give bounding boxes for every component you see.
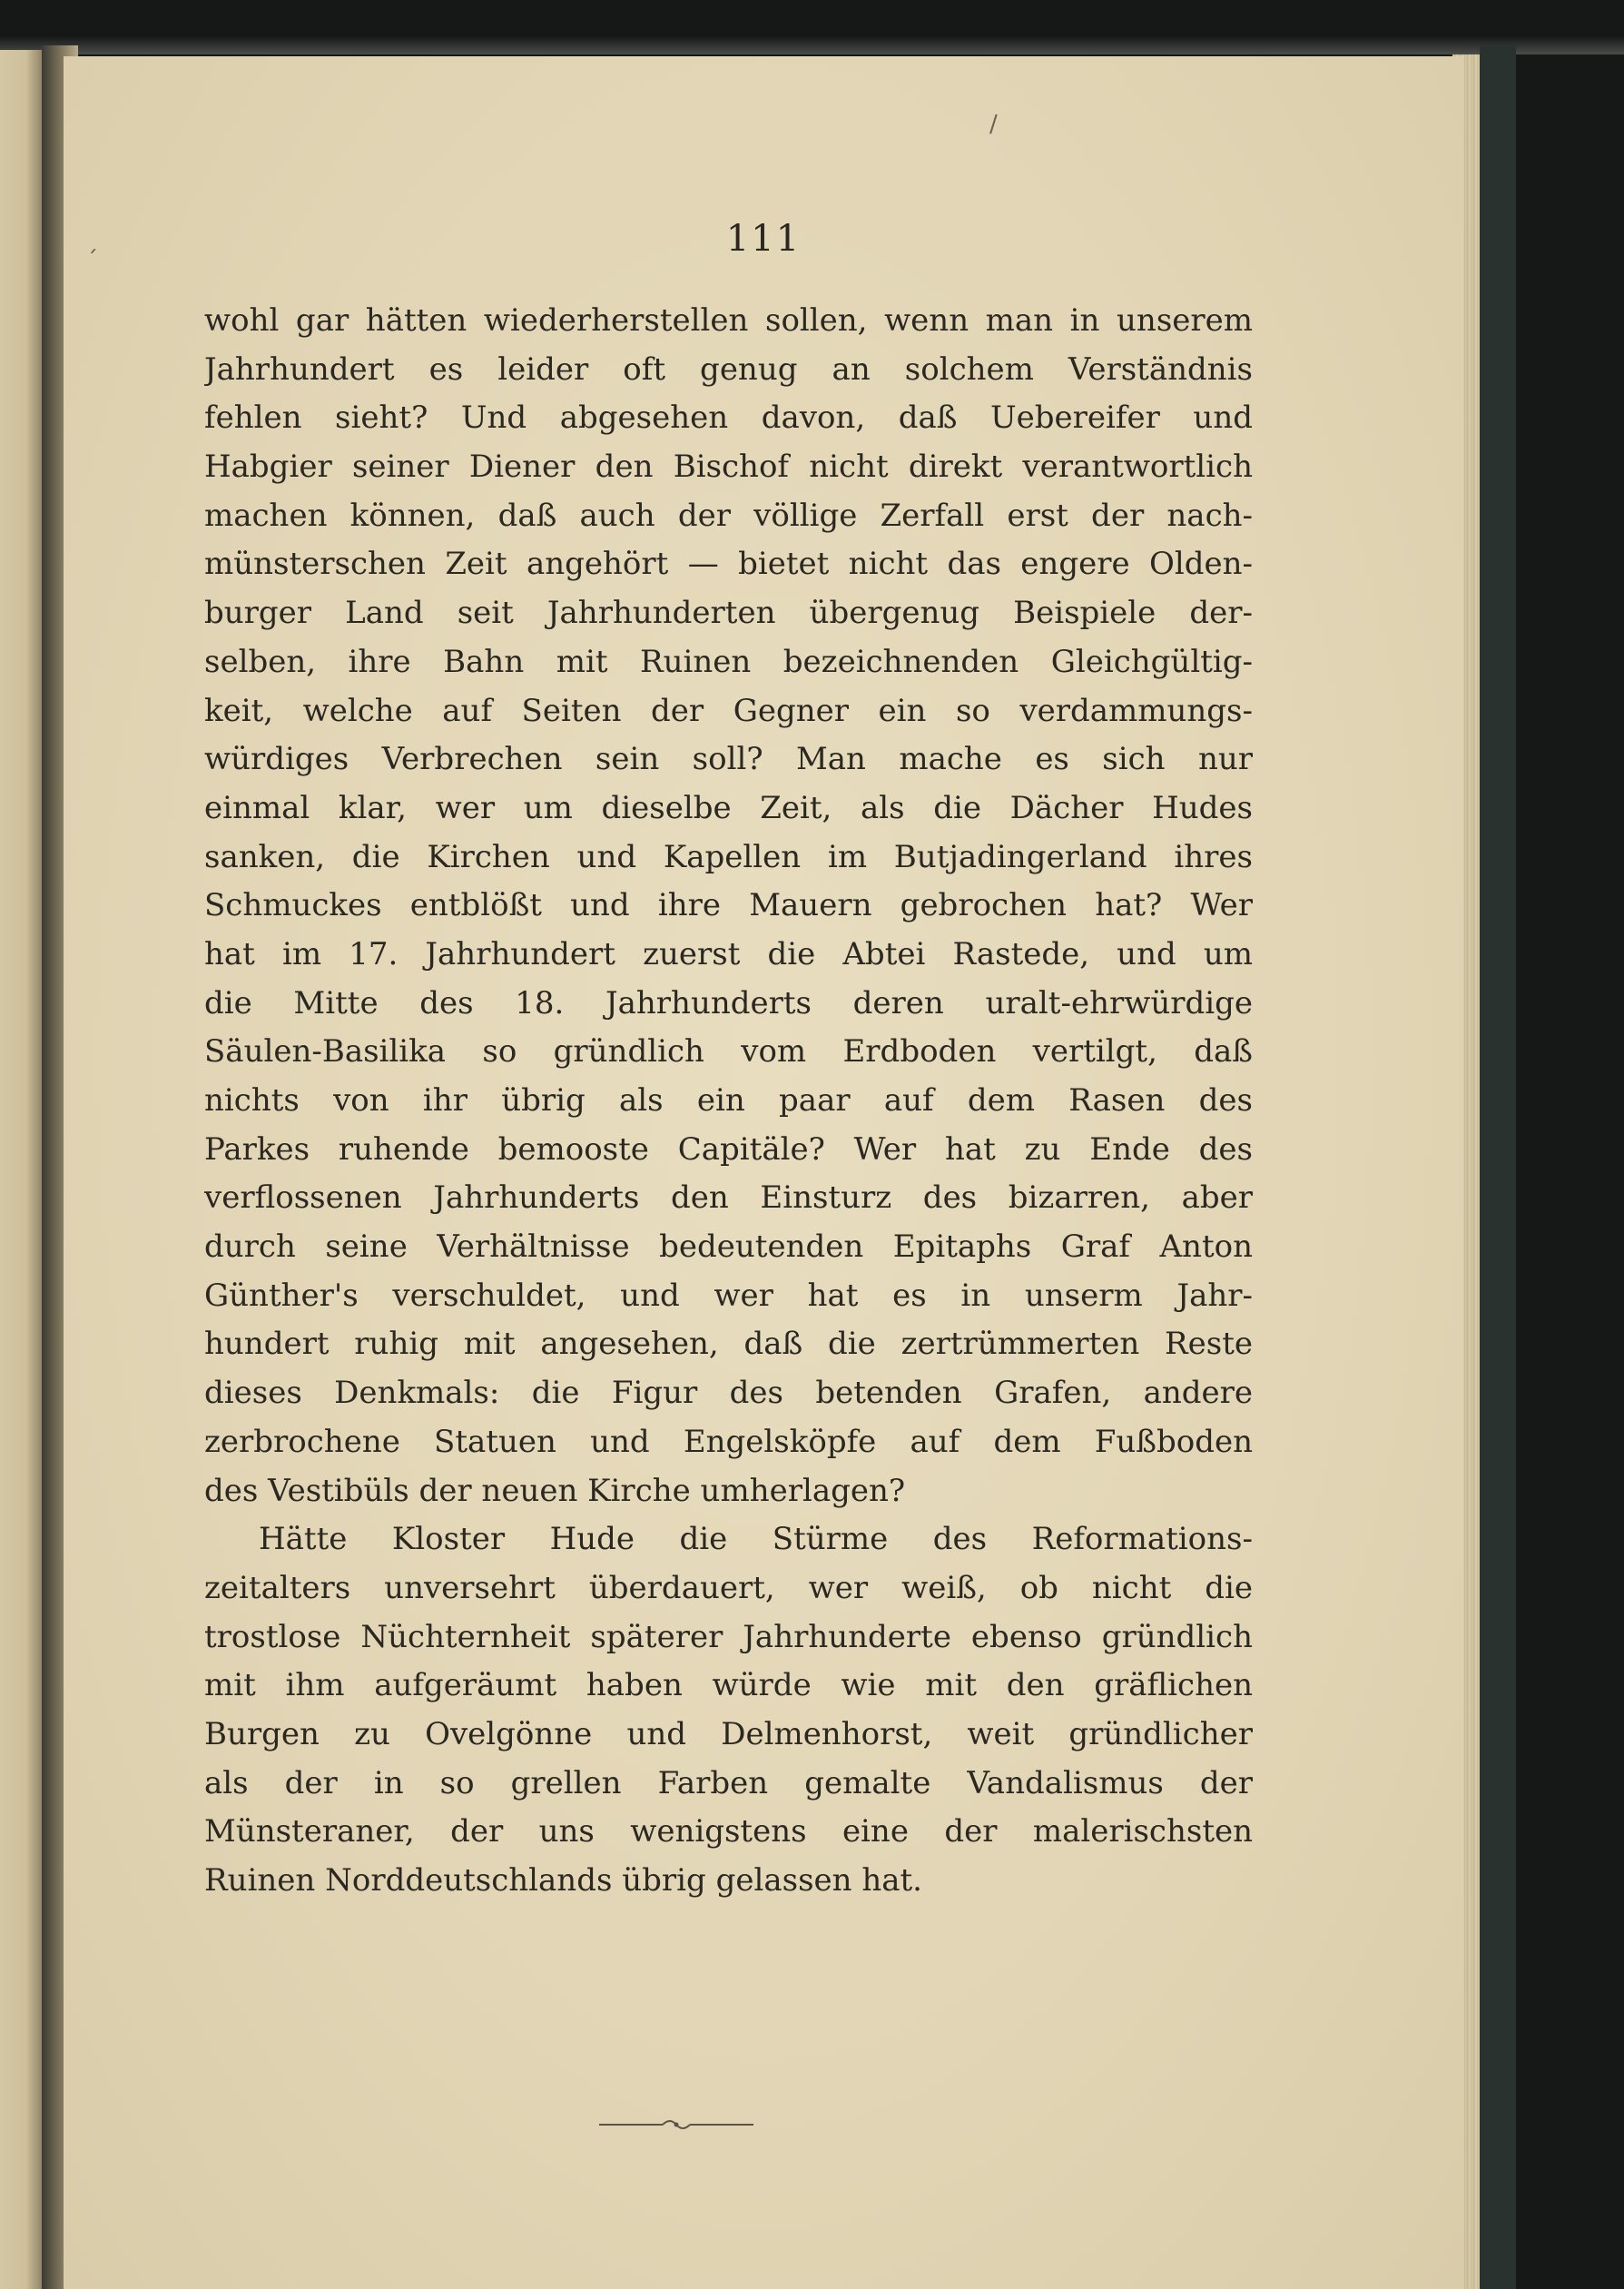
- text-line: zerbrochene Statuen und Engelsköpfe auf dem Fußboden: [204, 1423, 1253, 1460]
- text-line: keit, welche auf Seiten der Gegner ein so verdammungs-: [204, 692, 1253, 729]
- text-line: nichts von ihr übrig als ein paar auf dem Rasen des: [204, 1082, 1253, 1119]
- text-line: münsterschen Zeit angehört — bietet nicht das engere Olden-: [204, 546, 1253, 583]
- text-line: fehlen sieht? Und abgesehen davon, daß Uebereifer und: [204, 400, 1253, 437]
- text-line: Burgen zu Ovelgönne und Delmenhorst, weit gründlicher: [204, 1715, 1253, 1752]
- text-line: selben, ihre Bahn mit Ruinen bezeichnenden Gleichgültig-: [204, 643, 1253, 680]
- book-page: [64, 56, 1463, 2289]
- facing-page-edge: [0, 50, 44, 2289]
- text-line: Säulen-Basilika so gründlich vom Erdboden vertilgt, daß: [204, 1033, 1253, 1071]
- text-line: Jahrhundert es leider oft genug an solchem Verständnis: [204, 350, 1253, 388]
- text-line: Hätte Kloster Hude die Stürme des Reformations-: [259, 1521, 1253, 1558]
- text-line: burger Land seit Jahrhunderten übergenug Beispiele der-: [204, 595, 1253, 632]
- text-line: als der in so grellen Farben gemalte Vandalismus der: [204, 1764, 1253, 1801]
- text-line: Münsteraner, der uns wenigstens eine der malerischsten: [204, 1813, 1253, 1850]
- pencil-mark: ˏ: [86, 227, 98, 254]
- text-line: des Vestibüls der neuen Kirche umherlagen?: [204, 1472, 906, 1509]
- paragraph-2: [204, 1515, 1253, 1906]
- text-line: verflossenen Jahrhunderts den Einsturz des bizarren, aber: [204, 1179, 1253, 1217]
- pencil-mark: /: [989, 111, 998, 138]
- text-line: dieses Denkmals: die Figur des betenden Grafen, andere: [204, 1375, 1253, 1412]
- text-line: Ruinen Norddeutschlands übrig gelassen hat.: [204, 1862, 922, 1899]
- text-line: die Mitte des 18. Jahrhunderts deren uralt-ehrwürdige: [204, 984, 1253, 1021]
- text-line: hat im 17. Jahrhundert zuerst die Abtei Rastede, und um: [204, 935, 1253, 972]
- text-line: zeitalters unversehrt überdauert, wer weiß, ob nicht die: [204, 1569, 1253, 1606]
- text-line: Parkes ruhende bemooste Capitäle? Wer hat zu Ende des: [204, 1130, 1253, 1168]
- text-line: einmal klar, wer um dieselbe Zeit, als die Dächer Hudes: [204, 789, 1253, 826]
- text-line: sanken, die Kirchen und Kapellen im Butjadingerland ihres: [204, 838, 1253, 875]
- text-line: Habgier seiner Diener den Bischof nicht direkt verantwortlich: [204, 449, 1253, 486]
- book-cover-board: [1480, 45, 1516, 2289]
- text-line: machen können, daß auch der völlige Zerfall erst der nach-: [204, 497, 1253, 534]
- closing-ornament-icon: [599, 2116, 753, 2134]
- text-line: Günther's verschuldet, und wer hat es in unserm Jahr-: [204, 1277, 1253, 1314]
- body-text: [204, 297, 1253, 1906]
- text-line: würdiges Verbrechen sein soll? Man mache es sich nur: [204, 741, 1253, 778]
- scan-top-border: [0, 36, 1624, 54]
- text-line: wohl gar hätten wiederherstellen sollen, wenn man in unserem: [204, 302, 1253, 339]
- text-line: mit ihm aufgeräumt haben würde wie mit den gräflichen: [204, 1667, 1253, 1704]
- text-line: trostlose Nüchternheit späterer Jahrhunderte ebenso gründlich: [204, 1618, 1253, 1655]
- text-line: hundert ruhig mit angesehen, daß die zertrümmerten Reste: [204, 1326, 1253, 1363]
- paragraph-1: [204, 297, 1253, 1515]
- text-line: durch seine Verhältnisse bedeutenden Epitaphs Graf Anton: [204, 1228, 1253, 1266]
- page-number: 111: [725, 218, 802, 260]
- text-line: Schmuckes entblößt und ihre Mauern gebrochen hat? Wer: [204, 887, 1253, 924]
